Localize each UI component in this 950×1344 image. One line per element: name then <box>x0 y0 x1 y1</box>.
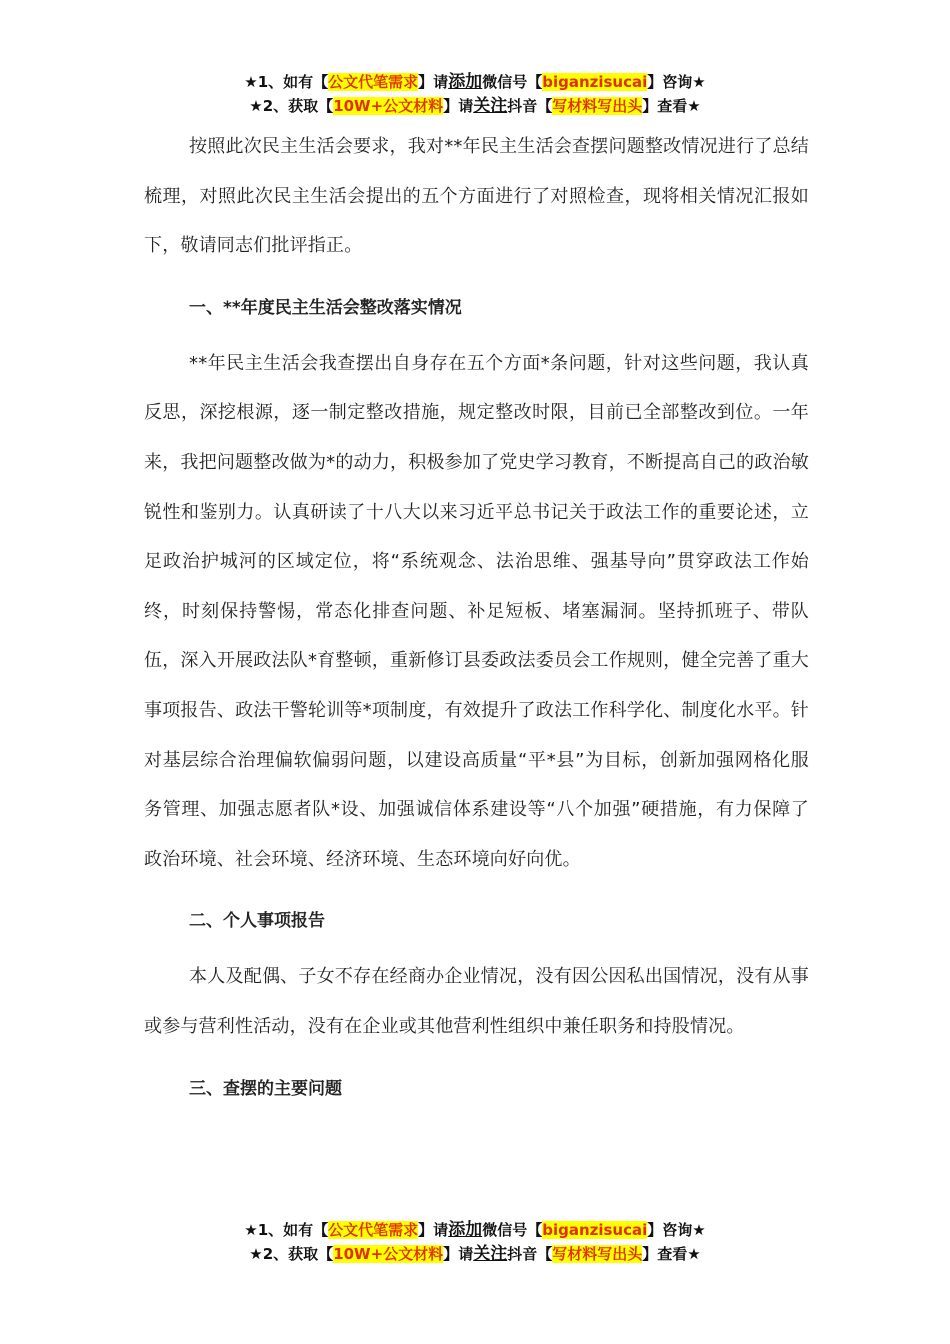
promo-text: 微信号【 <box>482 1221 543 1239</box>
section-2-heading: 二、个人事项报告 <box>189 911 325 932</box>
section-3-heading: 三、查摆的主要问题 <box>189 1078 342 1099</box>
promo-highlight: biganzisucai <box>542 73 648 91</box>
promo-text: ★1、如有【 <box>244 73 329 91</box>
top-promo-banner <box>0 70 950 118</box>
promo-highlight: 写材料写出头 <box>552 97 643 115</box>
promo-emphasis: 添加 <box>448 1220 483 1240</box>
promo-text: 】咨询★ <box>647 1221 706 1239</box>
promo-line-2 <box>0 94 950 118</box>
promo-text: 】请 <box>443 1245 474 1263</box>
promo-text: 】咨询★ <box>647 73 706 91</box>
promo-highlight: biganzisucai <box>542 1221 648 1239</box>
bottom-promo-banner <box>0 1218 950 1266</box>
promo-text: 】查看★ <box>642 97 701 115</box>
promo-line-2 <box>0 1242 950 1266</box>
promo-highlight: 10W+公文材料 <box>333 97 444 115</box>
promo-text: ★2、获取【 <box>249 1245 334 1263</box>
promo-emphasis: 关注 <box>473 96 508 116</box>
section-1-heading: 一、**年度民主生活会整改落实情况 <box>189 297 462 318</box>
section-1-paragraph: **年民主生活会我查摆出自身存在五个方面*条问题，针对这些问题，我认真反思，深挖根源，逐一制定整改措施，规定整改时限，目前已全部整改到位。一年来，我把问题整改做为*的动力，积极参加了党史学习教育，不断提高自己的政治敏锐性和鉴别力。认真研读了十八大以来习近平总书记关于政法工作的重要论述，立足政治护城河的区域定位，将“系统观念、法治思维、强基导向”贯穿政法工作始终，时刻保持警惕，常态化排查问题、补足短板、堵塞漏洞。坚持抓班子、带队伍，深入开展政法队*育整顿，重新修订县委政法委员会工作规则，健全完善了重大事项报告、政法干警轮训等*项制度，有效提升了政法工作科学化、制度化水平。针对基层综合治理偏软偏弱问题，以建设高质量“平*县”为目标，创新加强网格化服务管理、加强志愿者队*设、加强诚信体系建设等“八个加强”硬措施，有力保障了政治环境、社会环境、经济环境、生态环境向好向优。 <box>144 352 809 870</box>
promo-text: ★1、如有【 <box>244 1221 329 1239</box>
promo-line-1 <box>0 1218 950 1242</box>
promo-text: 抖音【 <box>507 1245 553 1263</box>
promo-emphasis: 关注 <box>473 1244 508 1264</box>
document-body <box>144 122 809 1120</box>
promo-line-1 <box>0 70 950 94</box>
promo-text: 微信号【 <box>482 73 543 91</box>
promo-text: 抖音【 <box>507 97 553 115</box>
intro-paragraph: 按照此次民主生活会要求，我对**年民主生活会查摆问题整改情况进行了总结梳理，对照此次民主生活会提出的五个方面进行了对照检查，现将相关情况汇报如下，敬请同志们批评指正。 <box>144 136 809 257</box>
promo-highlight: 公文代笔需求 <box>328 73 419 91</box>
section-2-paragraph: 本人及配偶、子女不存在经商办企业情况，没有因公因私出国情况，没有从事或参与营利性活动，没有在企业或其他营利性组织中兼任职务和持股情况。 <box>144 966 809 1037</box>
promo-text: 】请 <box>418 73 449 91</box>
promo-highlight: 公文代笔需求 <box>328 1221 419 1239</box>
promo-text: 】查看★ <box>642 1245 701 1263</box>
promo-emphasis: 添加 <box>448 72 483 92</box>
promo-text: 】请 <box>443 97 474 115</box>
promo-text: 】请 <box>418 1221 449 1239</box>
promo-highlight: 10W+公文材料 <box>333 1245 444 1263</box>
promo-highlight: 写材料写出头 <box>552 1245 643 1263</box>
promo-text: ★2、获取【 <box>249 97 334 115</box>
